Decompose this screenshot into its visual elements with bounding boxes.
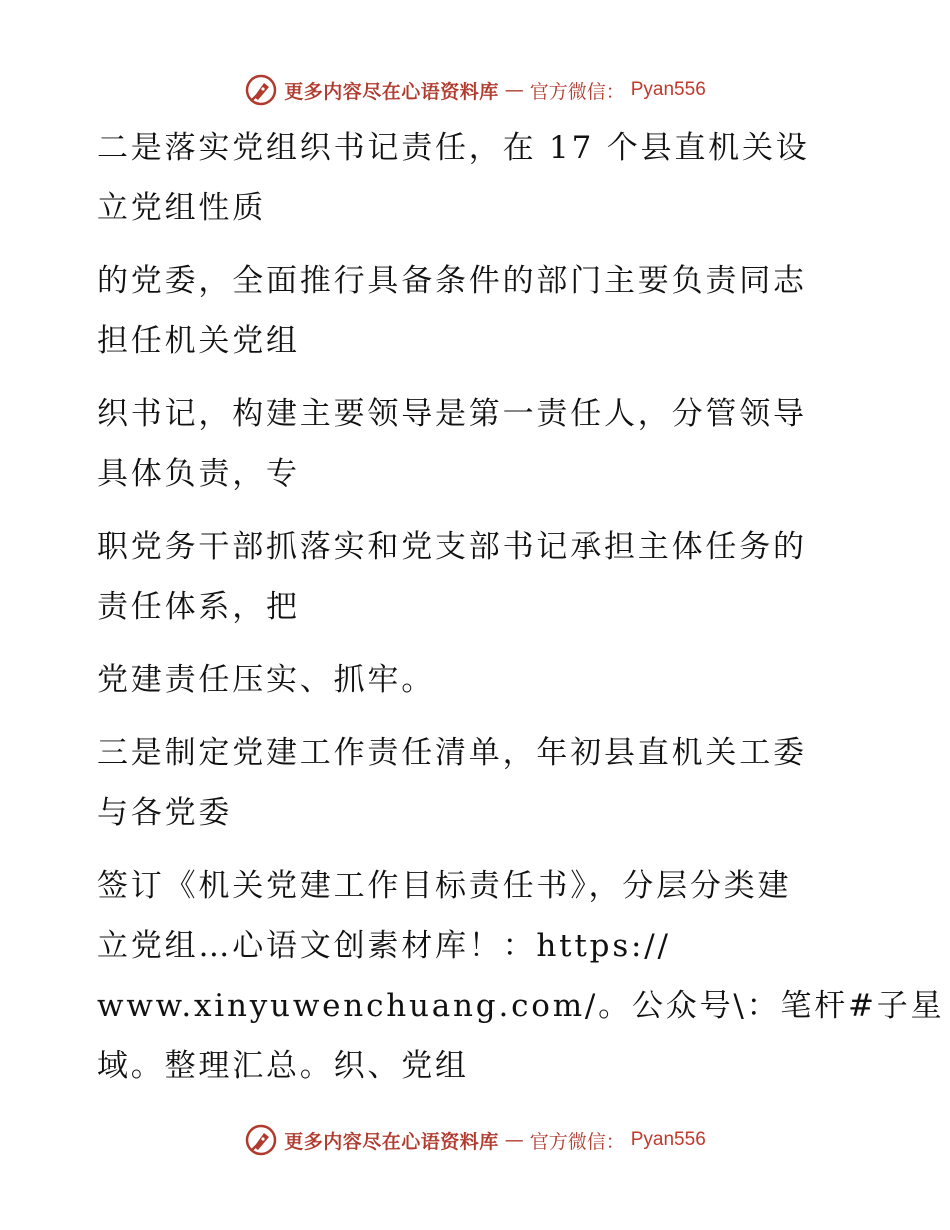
body-paragraph [97, 856, 945, 1096]
document-body [97, 118, 945, 1109]
body-paragraph [97, 251, 837, 371]
footer-brand [244, 1123, 706, 1157]
pen-nib-logo-icon [244, 1123, 278, 1157]
paragraph-line: 具体负责，专 [97, 456, 300, 492]
body-paragraph [97, 723, 837, 843]
paragraph-line: www.xinyuwenchuang.com/。公众号\：笔杆#子星 [97, 988, 945, 1024]
paragraph-line: 签订《机关党建工作目标责任书》，分层分类建 [97, 868, 792, 904]
paragraph-line: 责任体系，把 [97, 589, 300, 625]
body-paragraph [97, 118, 837, 238]
paragraph-line: 织书记，构建主要领导是第一责任人，分管领导 [97, 396, 807, 432]
page-footer [0, 1120, 950, 1160]
paragraph-line: 党建责任压实、抓牢。 [97, 662, 435, 698]
page-header [0, 70, 950, 110]
body-paragraph [97, 517, 837, 637]
header-site-text: 更多内容尽在心语资料库 [284, 80, 499, 103]
footer-wechat-label: 官方微信： [529, 1130, 625, 1153]
footer-site-text: 更多内容尽在心语资料库 [284, 1130, 499, 1153]
header-brand [244, 73, 706, 107]
paragraph-line: 立党组…心语文创素材库！：https:// [97, 928, 671, 964]
paragraph-line: 的党委，全面推行具备条件的部门主要负责同志 [97, 263, 807, 299]
paragraph-line: 立党组性质 [97, 190, 266, 226]
pen-nib-logo-icon [244, 73, 278, 107]
footer-wechat-id: Pyan556 [630, 1129, 706, 1150]
header-separator: — [504, 79, 524, 101]
header-wechat-id: Pyan556 [630, 79, 706, 100]
paragraph-line: 与各党委 [97, 795, 233, 831]
paragraph-line: 职党务干部抓落实和党支部书记承担主体任务的 [97, 529, 807, 565]
body-paragraph [97, 650, 837, 710]
paragraph-line: 二是落实党组织书记责任，在 17 个县直机关设 [97, 130, 810, 166]
footer-separator: — [504, 1129, 524, 1151]
paragraph-line: 三是制定党建工作责任清单，年初县直机关工委 [97, 735, 807, 771]
header-wechat-label: 官方微信： [529, 80, 625, 103]
body-paragraph [97, 384, 837, 504]
paragraph-line: 域。整理汇总。织、党组 [97, 1048, 469, 1084]
paragraph-line: 担任机关党组 [97, 323, 300, 359]
